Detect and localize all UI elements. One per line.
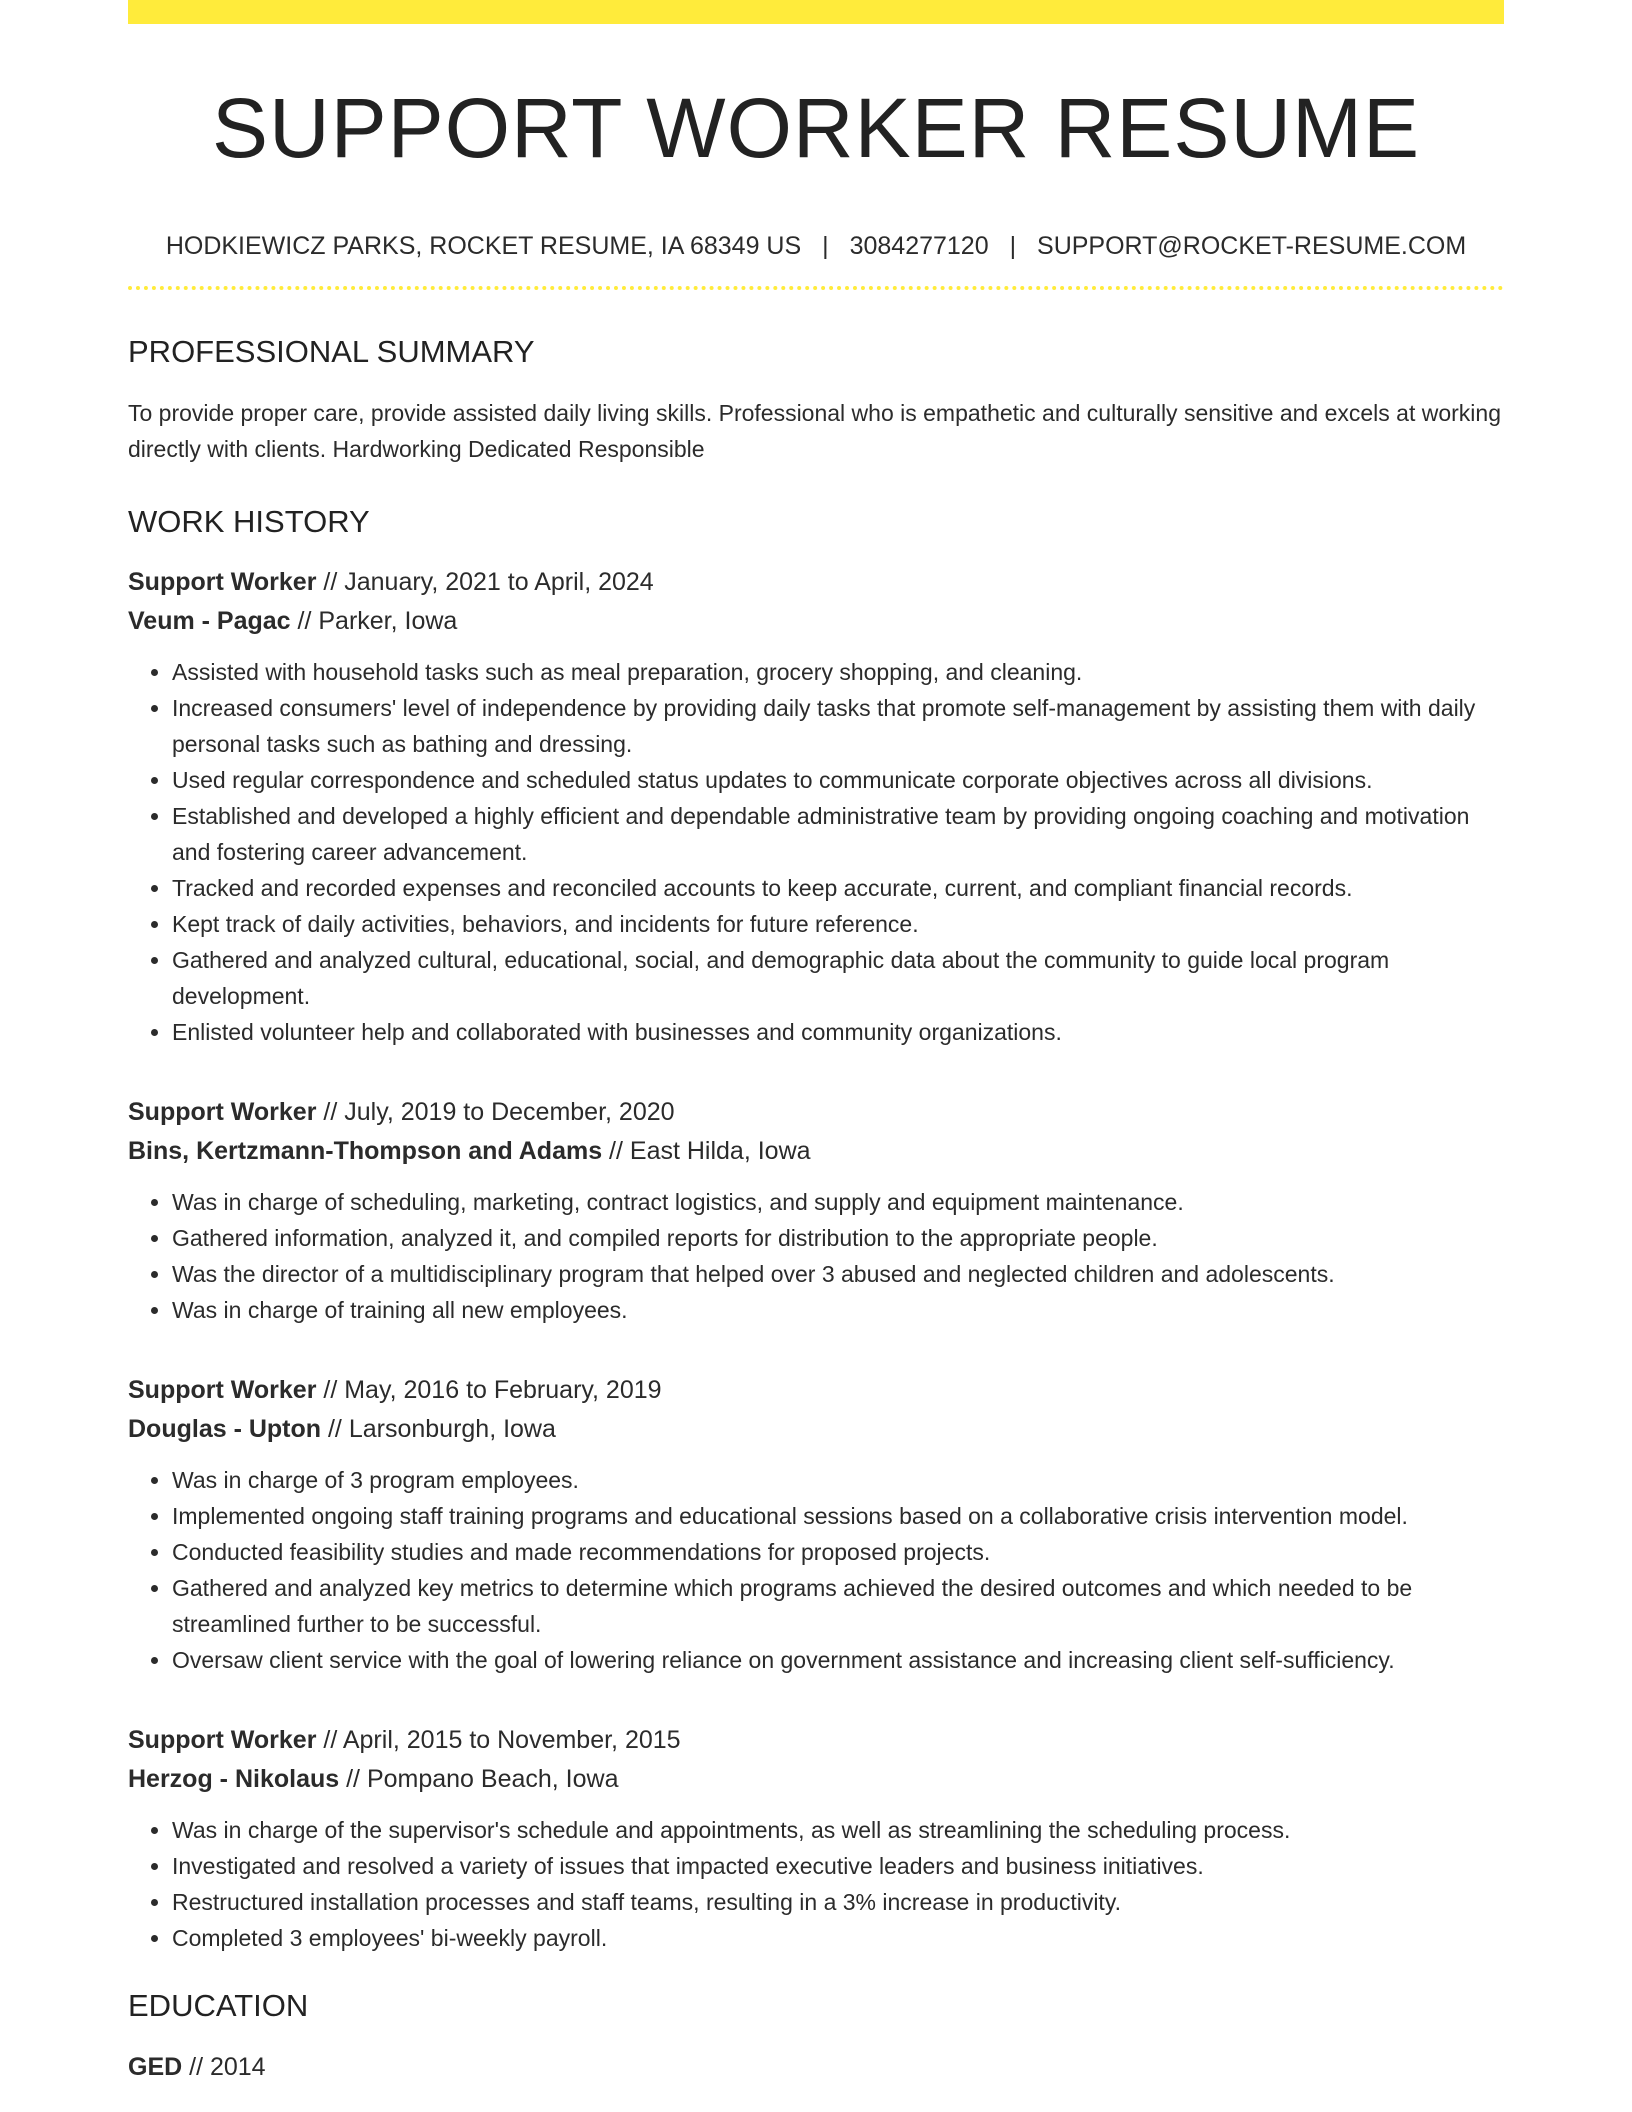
dotted-divider	[128, 286, 1504, 290]
duty-item: • Was the director of a multidisciplinary program that helped over 3 abused and neglected children and adolescents.	[172, 1256, 1504, 1292]
work-history-list	[128, 563, 1504, 1956]
contact-separator: |	[822, 232, 829, 260]
contact-address: HODKIEWICZ PARKS, ROCKET RESUME, IA 68349 US	[165, 232, 802, 260]
duty-item: • Used regular correspondence and scheduled status updates to communicate corporate objectives across all divisions.	[172, 762, 1504, 798]
job-title: Support Worker	[128, 568, 317, 596]
duty-item: • Established and developed a highly efficient and dependable administrative team by providing ongoing coaching and motivation and fostering career advancement.	[172, 798, 1504, 870]
job-company: Douglas - Upton	[128, 1415, 322, 1443]
job-company-line	[128, 1410, 1504, 1449]
job-company-line	[128, 1132, 1504, 1171]
job-dates: // July, 2019 to December, 2020	[316, 1098, 675, 1126]
education-year: // 2014	[182, 2053, 266, 2081]
job-dates: // May, 2016 to February, 2019	[316, 1376, 662, 1404]
job-duties-list	[128, 1812, 1504, 1956]
duty-item: • Was in charge of 3 program employees.	[172, 1462, 1504, 1498]
job-dates: // April, 2015 to November, 2015	[316, 1726, 681, 1754]
job-title-line	[128, 563, 1504, 602]
job-company: Herzog - Nikolaus	[128, 1765, 340, 1793]
job-company-line	[128, 602, 1504, 641]
job-dates: // January, 2021 to April, 2024	[316, 568, 654, 596]
duty-item: • Gathered and analyzed cultural, educational, social, and demographic data about the community to guide local program development.	[172, 942, 1504, 1014]
duty-item: • Gathered information, analyzed it, and compiled reports for distribution to the appropriate people.	[172, 1220, 1504, 1256]
education-heading: EDUCATION	[128, 1988, 309, 2023]
job-title-line	[128, 1093, 1504, 1132]
accent-top-bar	[128, 0, 1504, 24]
duty-item: • Kept track of daily activities, behaviors, and incidents for future reference.	[172, 906, 1504, 942]
work-history-heading: WORK HISTORY	[128, 504, 370, 539]
duty-item: • Was in charge of scheduling, marketing, contract logistics, and supply and equipment maintenance.	[172, 1184, 1504, 1220]
duty-item: • Completed 3 employees' bi-weekly payroll.	[172, 1920, 1504, 1956]
job-duties-list	[128, 1462, 1504, 1678]
duty-item: • Conducted feasibility studies and made recommendations for proposed projects.	[172, 1534, 1504, 1570]
job-title: Support Worker	[128, 1726, 317, 1754]
job-company-line	[128, 1760, 1504, 1799]
resume-page	[128, 0, 1504, 2087]
job-location: // Larsonburgh, Iowa	[321, 1415, 556, 1443]
education-entry	[128, 2048, 1504, 2087]
education-degree: GED	[128, 2053, 183, 2081]
job-title: Support Worker	[128, 1098, 317, 1126]
duty-item: • Investigated and resolved a variety of issues that impacted executive leaders and business initiatives.	[172, 1848, 1504, 1884]
duty-item: • Increased consumers' level of independence by providing daily tasks that promote self-management by assisting them with daily personal tasks such as bathing and dressing.	[172, 690, 1504, 762]
duty-item: • Tracked and recorded expenses and reconciled accounts to keep accurate, current, and compliant financial records.	[172, 870, 1504, 906]
job-entry	[128, 1093, 1504, 1328]
job-location: // Pompano Beach, Iowa	[339, 1765, 619, 1793]
duty-item: • Enlisted volunteer help and collaborated with businesses and community organizations.	[172, 1014, 1504, 1050]
job-company: Veum - Pagac	[128, 607, 291, 635]
summary-text: To provide proper care, provide assisted daily living skills. Professional who is empathetic and culturally sensitive and excels at working directly with clients. Hardworking Dedicated Responsible	[128, 400, 1501, 462]
duty-item: • Assisted with household tasks such as meal preparation, grocery shopping, and cleaning.	[172, 654, 1504, 690]
contact-phone: 3084277120	[849, 232, 989, 260]
duty-item: • Was in charge of the supervisor's schedule and appointments, as well as streamlining the scheduling process.	[172, 1812, 1504, 1848]
job-entry	[128, 1721, 1504, 1956]
duty-item: • Gathered and analyzed key metrics to determine which programs achieved the desired outcomes and which needed to be streamlined further to be successful.	[172, 1570, 1504, 1642]
resume-title: SUPPORT WORKER RESUME	[211, 81, 1421, 175]
duty-item: • Restructured installation processes and staff teams, resulting in a 3% increase in productivity.	[172, 1884, 1504, 1920]
job-title-line	[128, 1371, 1504, 1410]
job-entry	[128, 563, 1504, 1050]
summary-heading: PROFESSIONAL SUMMARY	[128, 334, 535, 369]
duty-item: • Oversaw client service with the goal of lowering reliance on government assistance and increasing client self-sufficiency.	[172, 1642, 1504, 1678]
job-location: // East Hilda, Iowa	[602, 1137, 811, 1165]
job-location: // Parker, Iowa	[290, 607, 458, 635]
job-duties-list	[128, 1184, 1504, 1328]
duty-item: • Was in charge of training all new employees.	[172, 1292, 1504, 1328]
duty-item: • Implemented ongoing staff training programs and educational sessions based on a collaborative crisis intervention model.	[172, 1498, 1504, 1534]
job-title: Support Worker	[128, 1376, 317, 1404]
job-title-line	[128, 1721, 1504, 1760]
contact-separator: |	[1009, 232, 1017, 260]
job-company: Bins, Kertzmann-Thompson and Adams	[128, 1137, 603, 1165]
contact-email: SUPPORT@ROCKET-RESUME.COM	[1037, 232, 1467, 260]
contact-line	[128, 230, 1504, 262]
job-entry	[128, 1371, 1504, 1678]
job-duties-list	[128, 654, 1504, 1050]
